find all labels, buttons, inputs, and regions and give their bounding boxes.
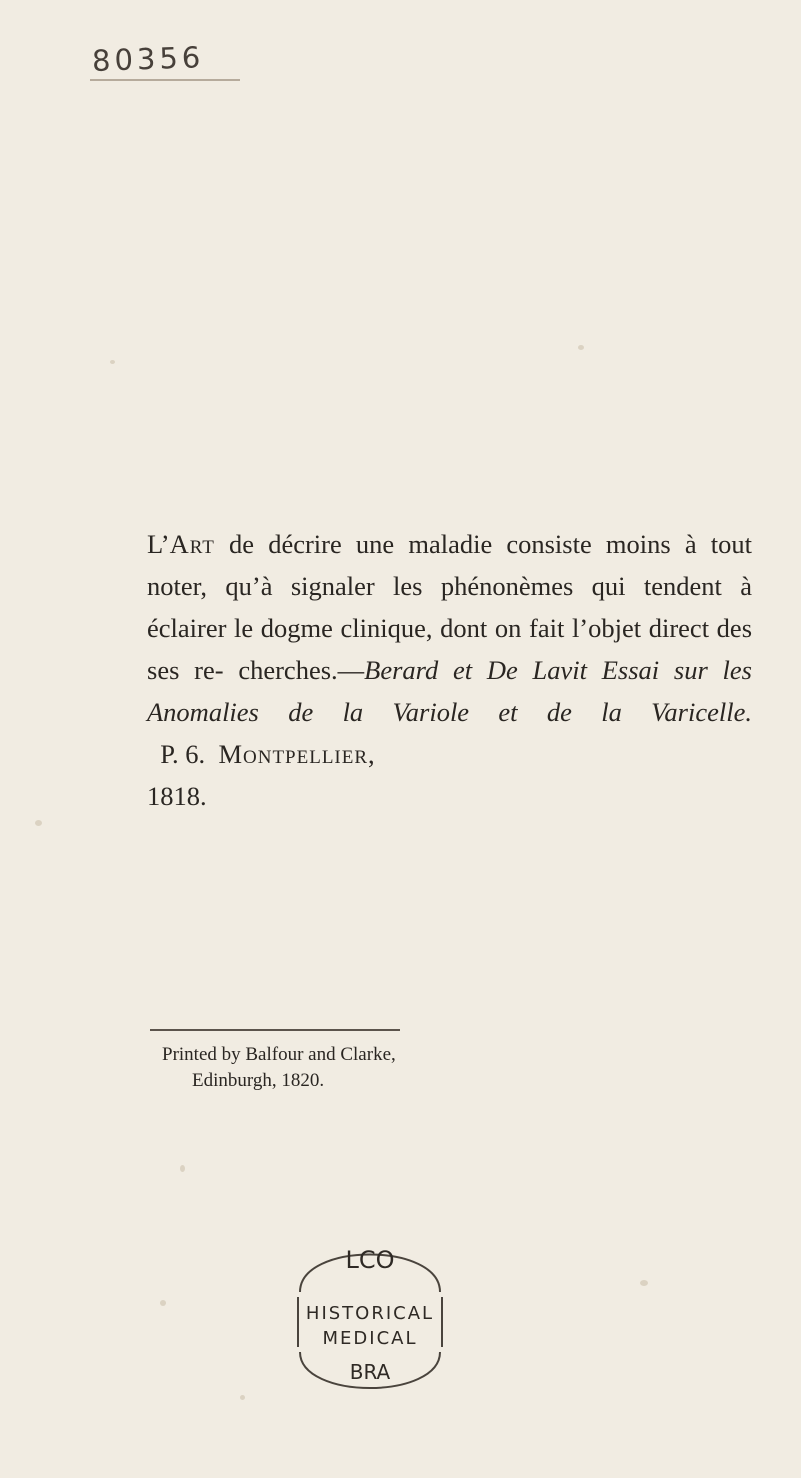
paper-speck bbox=[578, 345, 584, 350]
quote-line-4: cherches.— bbox=[238, 655, 365, 685]
stamp-medical: MEDICAL bbox=[322, 1328, 418, 1349]
paper-speck bbox=[110, 360, 115, 364]
paper-speck bbox=[35, 820, 42, 826]
quote-year: 1818. bbox=[147, 781, 207, 811]
paper-speck bbox=[180, 1165, 185, 1172]
quote-line-3: dogme clinique, dont on fait l’objet direct des ses re- bbox=[147, 613, 753, 685]
quote-author-title: Berard et De Lavit Essai sur les Anomalies bbox=[147, 655, 752, 727]
quote-page-ref: P. 6. bbox=[147, 739, 219, 769]
quote-line-1: de décrire une maladie consiste moins à tout noter, bbox=[147, 529, 752, 601]
stamp-historical: HISTORICAL bbox=[305, 1303, 435, 1324]
quote-line-2: qu’à signaler les phénonèmes qui tendent à éclairer le bbox=[147, 571, 752, 643]
manuscript-number: 80356 bbox=[91, 40, 205, 78]
quote-caps-word: Art bbox=[169, 529, 215, 559]
manuscript-underline bbox=[90, 79, 240, 81]
quote-place: Montpellier bbox=[218, 739, 369, 769]
paper-speck bbox=[160, 1300, 166, 1306]
quote-work-title: de la Variole et de la Varicelle. bbox=[288, 697, 752, 727]
epigraph-quote bbox=[147, 523, 752, 817]
printer-imprint bbox=[162, 1042, 396, 1094]
quote-prefix: L’ bbox=[147, 529, 170, 559]
imprint-rule bbox=[150, 1029, 400, 1031]
library-stamp bbox=[270, 1222, 470, 1402]
imprint-printer: Printed by Balfour and Clarke, bbox=[162, 1044, 396, 1065]
paper-speck bbox=[240, 1395, 245, 1400]
stamp-top-text: LCO bbox=[345, 1246, 395, 1274]
paper-speck bbox=[640, 1280, 648, 1286]
stamp-bottom-text: BRA bbox=[349, 1360, 391, 1384]
imprint-place-date: Edinburgh, 1820. bbox=[192, 1070, 325, 1091]
quote-comma: , bbox=[368, 739, 375, 769]
